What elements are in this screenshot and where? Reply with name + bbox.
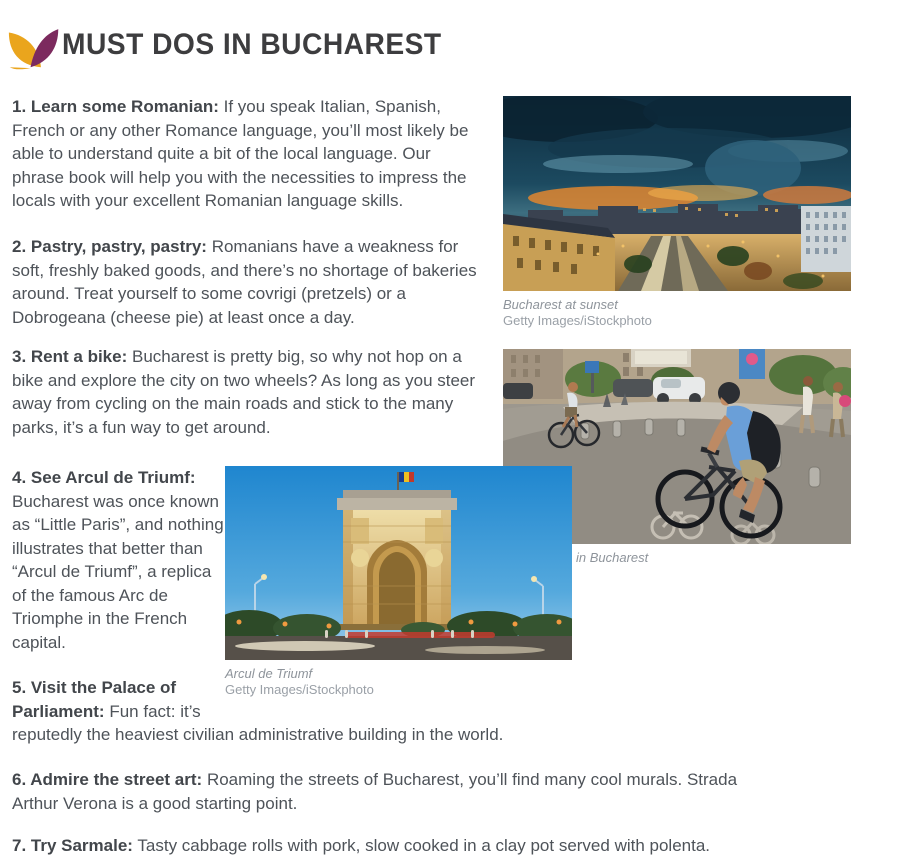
tip-5-heading: 5. Visit the Palace of Parliament: <box>12 678 177 721</box>
figure-caption: Bucharest at sunset <box>503 297 618 312</box>
tip-5-body: Fun fact: it’s reputedly the heaviest civilian administrative building in the world. <box>12 701 504 744</box>
tip-3-heading: 3. Rent a bike: <box>12 347 128 366</box>
tip-2 <box>12 235 484 329</box>
tip-3 <box>12 345 484 439</box>
tip-4-body: Bucharest was once known as “Little Paris”, and nothing illustrates that better than “Arcul de Triumf”, a replica of the famous Arc de Triomphe in the French capital. <box>12 491 224 652</box>
tip-7-body: Tasty cabbage rolls with pork, slow cooked in a clay pot served with polenta. <box>137 836 711 855</box>
tip-1-heading: 1. Learn some Romanian: <box>12 97 219 116</box>
tip-4-heading: 4. See Arcul de Triumf: <box>12 468 196 487</box>
tip-1 <box>12 95 484 213</box>
figure-credit: Getty Images/iStockphoto <box>225 682 374 697</box>
tip-1-body: If you speak Italian, Spanish, French or any other Romance language, you’ll most likely be able to understand quite a bit of the local language. Our phrase book will help you with the necessities to impress the locals with your excellent Romanian language skills. <box>12 97 469 210</box>
tip-7 <box>12 834 892 858</box>
tip-6-body: Roaming the streets of Bucharest, you’ll find many cool murals. Strada Arthur Verona is a good starting point. <box>12 770 738 813</box>
brand-petal-logo-icon <box>8 26 60 72</box>
figure-caption: Arcul de Triumf <box>225 666 313 681</box>
page-title: MUST DOS IN BUCHAREST <box>62 28 442 61</box>
tip-3-body: Bucharest is pretty big, so why not hop on a bike and explore the city on two wheels? As long as you steer away from cycling on the main roads and stick to the many parks, it’s a fun way to get around. <box>12 347 476 437</box>
figure-bucharest-sunset <box>503 96 851 329</box>
tip-7-heading: 7. Try Sarmale: <box>12 836 133 855</box>
figure-caption-block <box>225 666 572 698</box>
arcul-de-triumf-photo <box>225 466 572 660</box>
tip-6 <box>12 768 784 815</box>
figure-credit: Getty Images/iStockphoto <box>503 313 652 328</box>
tip-6-heading: 6. Admire the street art: <box>12 770 203 789</box>
tip-2-body: Romanians have a weakness for soft, freshly baked goods, and there’s no shortage of bakeries around. Treat yourself to some covrigi (pretzels) or a Dobrogeana (cheese pie) at least once a day. <box>12 237 477 327</box>
tip-2-heading: 2. Pastry, pastry, pastry: <box>12 237 207 256</box>
figure-arcul-de-triumf <box>225 466 572 698</box>
figure-caption-block <box>503 297 851 329</box>
bucharest-sunset-photo <box>503 96 851 291</box>
tip-4 <box>12 466 226 654</box>
cycling-caption-visible: in Bucharest <box>576 550 649 565</box>
